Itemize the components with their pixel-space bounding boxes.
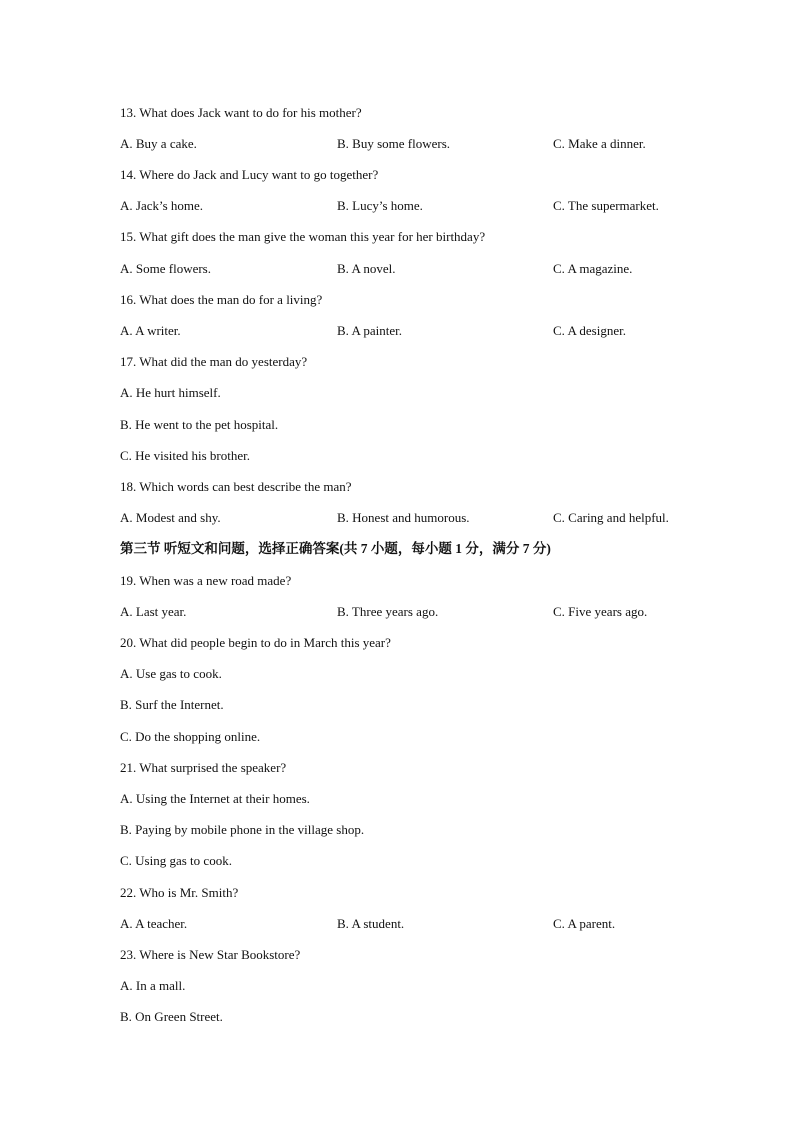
q21-option-c: C. Using gas to cook. — [120, 853, 232, 868]
question-16: 16. What does the man do for a living? — [120, 292, 323, 307]
q22-option-c: C. A parent. — [553, 916, 616, 931]
q21-option-a: A. Using the Internet at their homes. — [120, 791, 310, 806]
q19-option-c: C. Five years ago. — [553, 604, 648, 619]
q14-option-c: C. The supermarket. — [553, 198, 659, 213]
q18-option-b: B. Honest and humorous. — [337, 510, 470, 525]
question-17: 17. What did the man do yesterday? — [120, 354, 308, 369]
q15-option-b: B. A novel. — [337, 261, 396, 276]
q20-option-c: C. Do the shopping online. — [120, 729, 261, 744]
question-15: 15. What gift does the man give the woman this year for her birthday? — [120, 229, 486, 244]
q13-option-b: B. Buy some flowers. — [337, 136, 451, 151]
q16-option-c: C. A designer. — [553, 323, 626, 338]
question-18: 18. Which words can best describe the man? — [120, 479, 352, 494]
q22-option-a: A. A teacher. — [120, 916, 188, 931]
q19-option-a: A. Last year. — [120, 604, 187, 619]
q16-option-b: B. A painter. — [337, 323, 402, 338]
question-14: 14. Where do Jack and Lucy want to go together? — [120, 167, 379, 182]
q15-option-c: C. A magazine. — [553, 261, 633, 276]
q13-option-c: C. Make a dinner. — [553, 136, 646, 151]
section-3-heading: 第三节 听短文和问题，选择正确答案(共 7 小题，每小题 1 分，满分 7 分) — [120, 541, 551, 556]
question-21: 21. What surprised the speaker? — [120, 760, 287, 775]
q23-option-b: B. On Green Street. — [120, 1009, 223, 1024]
q18-option-a: A. Modest and shy. — [120, 510, 221, 525]
q21-option-b: B. Paying by mobile phone in the village shop. — [120, 822, 365, 837]
q17-option-b: B. He went to the pet hospital. — [120, 417, 279, 432]
q17-option-c: C. He visited his brother. — [120, 448, 250, 463]
question-20: 20. What did people begin to do in March this year? — [120, 635, 391, 650]
q16-option-a: A. A writer. — [120, 323, 181, 338]
q23-option-a: A. In a mall. — [120, 978, 186, 993]
question-19: 19. When was a new road made? — [120, 573, 292, 588]
q17-option-a: A. He hurt himself. — [120, 385, 221, 400]
q14-option-b: B. Lucy’s home. — [337, 198, 423, 213]
question-22: 22. Who is Mr. Smith? — [120, 885, 239, 900]
q15-option-a: A. Some flowers. — [120, 261, 211, 276]
question-23: 23. Where is New Star Bookstore? — [120, 947, 301, 962]
q14-option-a: A. Jack’s home. — [120, 198, 204, 213]
q20-option-a: A. Use gas to cook. — [120, 666, 222, 681]
q19-option-b: B. Three years ago. — [337, 604, 439, 619]
question-13: 13. What does Jack want to do for his mother? — [120, 105, 362, 120]
q20-option-b: B. Surf the Internet. — [120, 697, 224, 712]
q22-option-b: B. A student. — [337, 916, 405, 931]
q13-option-a: A. Buy a cake. — [120, 136, 197, 151]
q18-option-c: C. Caring and helpful. — [553, 510, 669, 525]
